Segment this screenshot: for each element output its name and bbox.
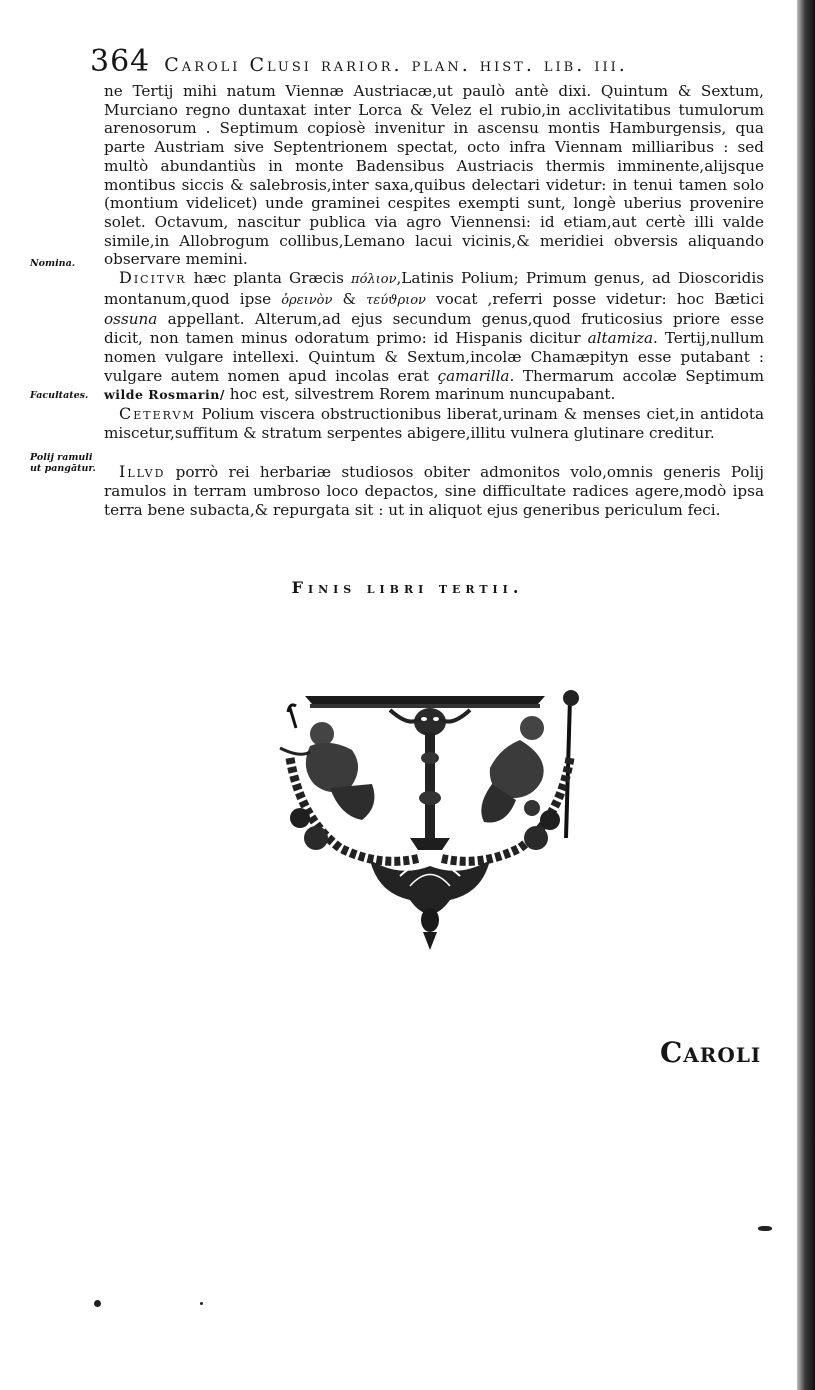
side-note-ramuli — [30, 452, 96, 474]
paper-speck — [200, 1302, 203, 1305]
side-note-facultates: Facultates. — [30, 390, 89, 401]
greek-term-teuthrion: τεύϑριον — [366, 292, 426, 308]
paragraph-nomina: Dicitvr hæc planta Græcis πόλιον,Latinis Polium; Primum genus, ad Dioscoridis montanum,quod ipse ὀρεινὸν & τεύϑριον vocat ,referri posse videtur: hoc Bætici ossuna appellant. Alterum,ad ejus secundum genus,quod fruticosius priore esse dicit, non tamen minus odoratum primo: id Hispanis dicitur altamiza. Tertij,nullum nomen vulgare intellexi. Quintum & Sextum,incolæ Chamæpityn esse putabant : vulgare autem nomen apud incolas erat çamarilla. Thermarum accolæ Septimum wilde Rosmarin/ hoc est, silvestrem Rorem marinum nuncupabant. — [104, 268, 765, 404]
catchword: Caroli — [660, 1036, 762, 1069]
side-note-ramuli-line-2: ut pangātur. — [30, 463, 96, 474]
lead-word-illud: Illvd — [119, 462, 166, 482]
paragraph-ramuli: Illvd porrò rei herbariæ studiosos obiter admonitos volo,omnis generis Polij ramulos in terram umbroso loco depactos, sine difficultate radices agere,modò ipsa terra bene subacta,& repurgata sit : ut in aliquot ejus generibus periculum feci. — [104, 462, 764, 519]
lead-word-ceterum: Cetervm — [119, 403, 196, 423]
page-edge-shadow — [797, 0, 815, 1390]
paragraph-facultates: Cetervm Polium viscera obstructionibus liberat,urinam & menses ciet,in antidota miscetur,suffitum & stratum serpentes abigere,illitu vulnera glutinare creditur. — [104, 403, 764, 442]
german-term-wilde-rosmarin: wilde Rosmarin/ — [104, 387, 225, 403]
paper-speck — [94, 1300, 101, 1307]
side-note-ramuli-line-1: Polij ramuli — [30, 452, 93, 463]
paragraph-species-locations: ne Tertij mihi natum Viennæ Austriacæ,ut paulò antè dixi. Quintum & Sextum, Murciano regno duntaxat inter Lorca & Velez el rubio,in acclivitatibus tumulorum arenosorum . Septimum copiosè invenitur in ascensu montis Hamburgensis, qua parte Austriam sive Septentrionem spectat, octo infra Viennam milliaribus : sed multò abundantiùs in monte Badensibus Austriacis thermis imminente,alijsque montibus siccis & salebrosis,inter saxa,quibus delectari videtur: in tenui tamen solo (montium videlicet) unde graminei cespites exempti sunt, longè uberius provenire solet. Octavum, nascitur publica via agro Viennensi: id etiam,aut certè illi valde simile,in Allobrogum collibus,Lemano lacui vicinis,& meridiei obversis aliquando observare memini. — [104, 82, 764, 269]
page-number: 364 — [90, 44, 151, 79]
side-note-nomina: Nomina. — [30, 258, 76, 269]
finis-libri-heading: Finis libri tertii. — [291, 578, 524, 597]
running-head: Caroli Clusi rarior. plan. hist. lib. iii. — [164, 54, 628, 76]
page-header — [90, 44, 740, 82]
vernacular-term-ossuna: ossuna — [104, 310, 158, 329]
vernacular-term-altamiza: altamiza — [587, 329, 653, 348]
vernacular-term-camarilla: çamarilla — [437, 366, 510, 385]
body-text — [104, 82, 764, 519]
greek-term-polion: πόλιον — [351, 272, 397, 288]
lead-word-dicitur: Dicitvr — [119, 268, 187, 288]
paper-speck — [758, 1226, 772, 1231]
tailpiece-ornament-icon — [270, 688, 590, 958]
greek-term-oreinon: ὀρεινὸν — [281, 292, 333, 308]
